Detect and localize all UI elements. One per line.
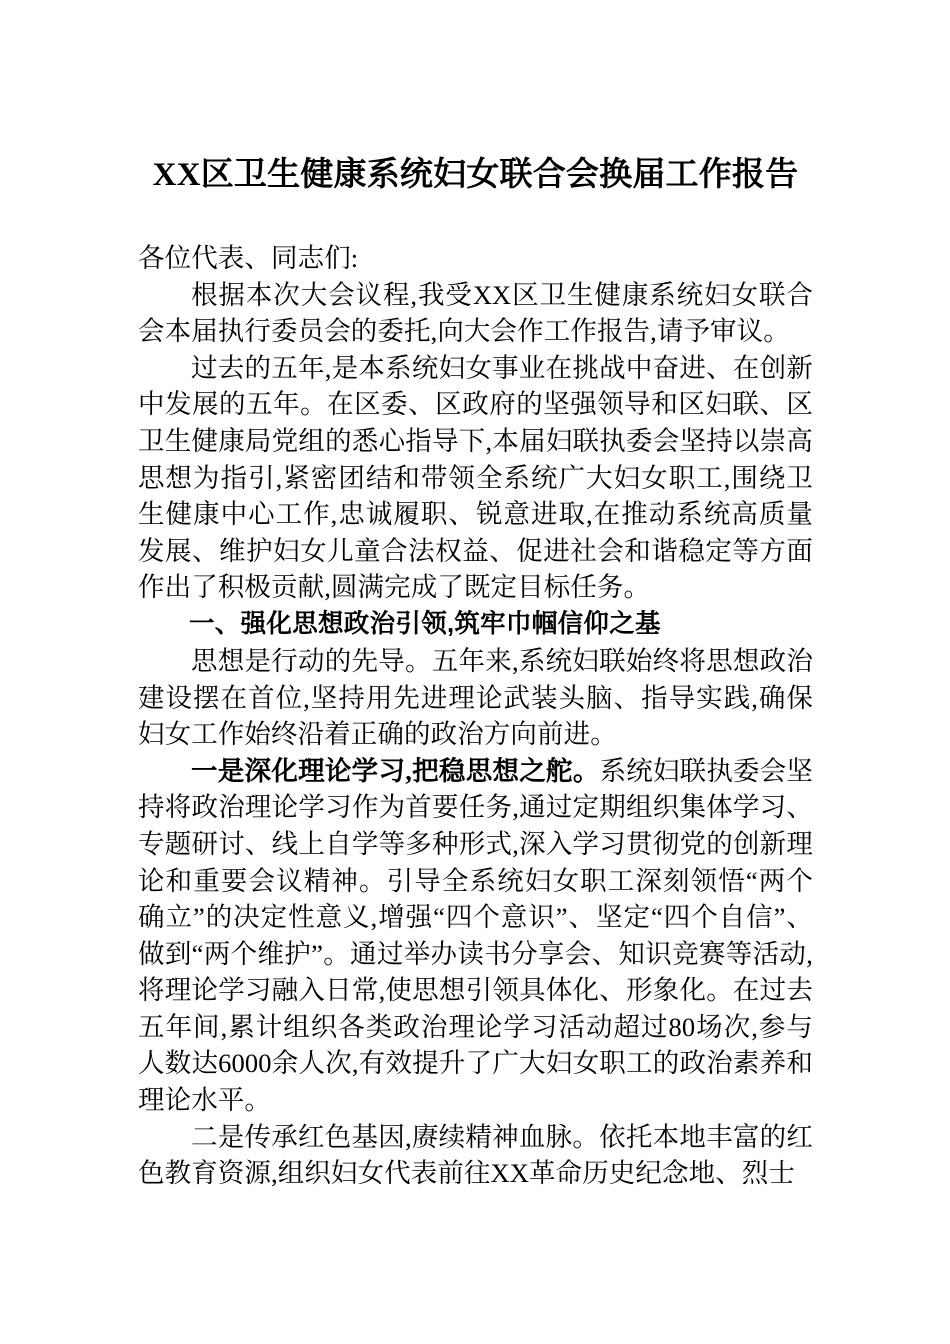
document-body [138, 0, 813, 1192]
paragraph-past-five-years: 过去的五年,是本系统妇女事业在挑战中奋进、在创新中发展的五年。在区委、区政府的坚强领导和区妇联、区卫生健康局党组的悉心指导下,本届妇联执委会坚持以崇高思想为指引,紧密团结和带领全系统广大妇女职工,围绕卫生健康中心工作,忠诚履职、锐意进取,在推动系统高质量发展、维护妇女儿童合法权益、促进社会和谐稳定等方面作出了积极贡献,圆满完成了既定目标任务。 [138, 352, 813, 603]
paragraph-item-two-lead: 二是传承红色基因,赓续精神血脉。 [191, 1121, 600, 1152]
title-spacer [138, 198, 813, 240]
paragraph-item-two [138, 1119, 813, 1192]
salutation: 各位代表、同志们: [138, 243, 359, 273]
paragraph-thought-is-guide: 思想是行动的先导。五年来,系统妇联始终将思想政治建设摆在首位,坚持用先进理论武装头脑、指导实践,确保妇女工作始终沿着正确的政治方向前进。 [138, 645, 813, 750]
paragraph-item-one-lead: 一是深化理论学习,把稳思想之舵。 [191, 755, 600, 786]
paragraph-item-one [138, 753, 813, 1119]
section-heading-1: 一、强化思想政治引领,筑牢巾帼信仰之基 [189, 609, 661, 638]
paragraph-item-one-text: 系统妇联执委会坚持将政治理论学习作为首要任务,通过定期组织集体学习、专题研讨、线上自学等多种形式,深入学习贯彻党的创新理论和重要会议精神。引导全系统妇女职工深刻领悟“两个确立”的决定性意义,增强“四个意识”、坚定“四个自信”、做到“两个维护”。通过举办读书分享会、知识竞赛等活动,将理论学习融入日常,使思想引领具体化、形象化。在过去五年间,累计组织各类政治理论学习活动超过80场次,参与人数达6000余人次,有效提升了广大妇女职工的政治素养和理论水平。 [138, 755, 813, 1116]
page-title: XX区卫生健康系统妇女联合会换届工作报告 [152, 157, 799, 193]
paragraph-opening-remit: 根据本次大会议程,我受XX区卫生健康系统妇女联合会本届执行委员会的委托,向大会作工作报告,请予审议。 [138, 279, 813, 347]
paragraph-item-two-text: 依托本地丰富的红色教育资源,组织妇女代表前往XX革命历史纪念地、烈士 [138, 1121, 813, 1189]
